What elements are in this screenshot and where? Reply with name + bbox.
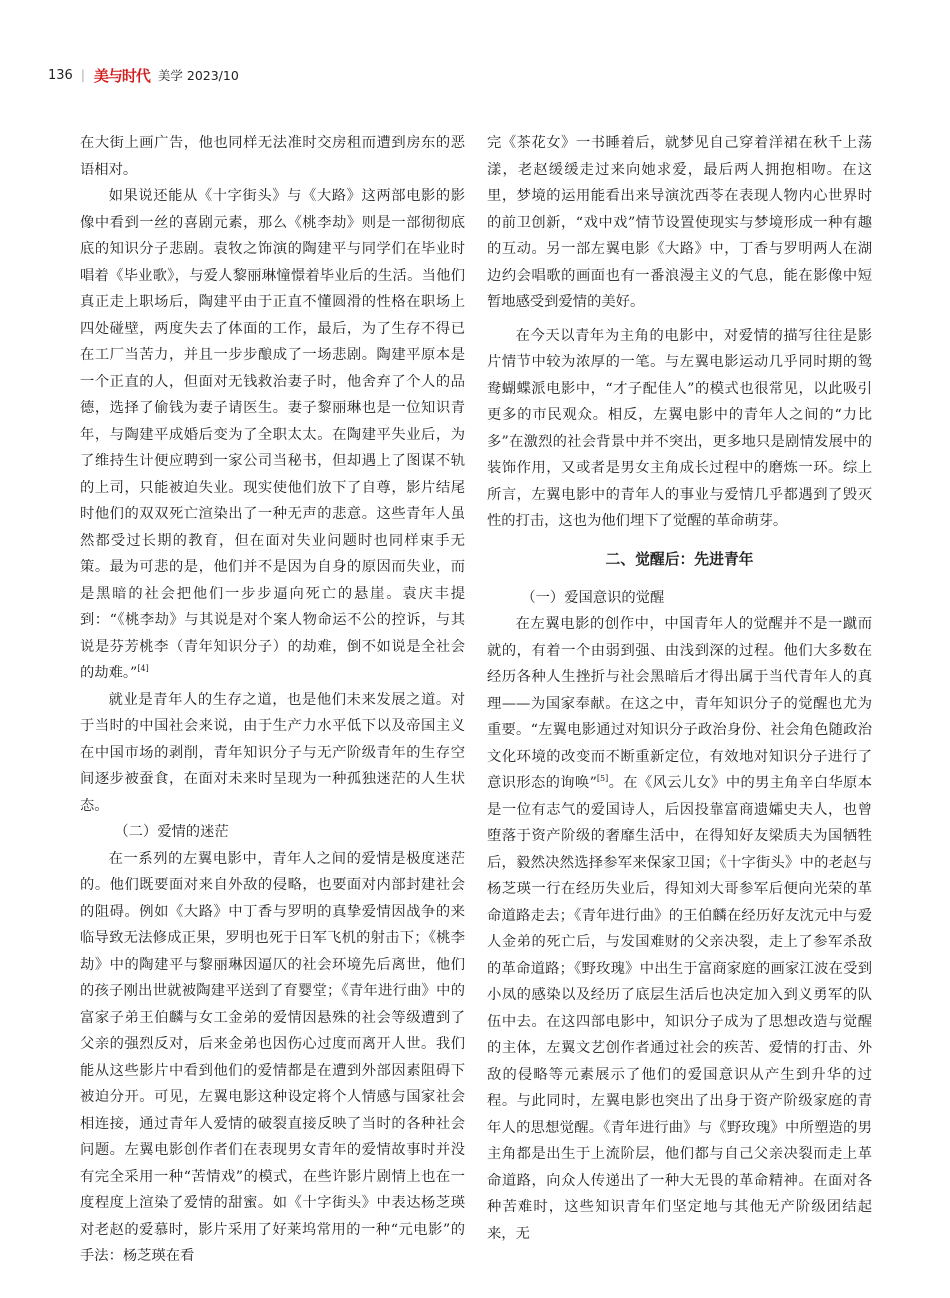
paragraph: 在大街上画广告，他也同样无法准时交房租而遭到房东的恶语相对。	[80, 135, 465, 178]
subsection-heading: （一）爱国意识的觉醒	[521, 589, 665, 606]
citation-ref: [4]	[137, 664, 149, 673]
header-separator: |	[80, 68, 85, 82]
page-number: 136	[48, 67, 73, 83]
paragraph: 在一系列的左翼电影中，青年人之间的爱情是极度迷茫的。他们既要面对来自外敌的侵略，也要面对内部封建社会的阻碍。例如《大路》中丁香与罗明的真挚爱情因战争的来临导致无法修成正果，罗明也死于日军飞机的射击下；《桃李劫》中的陶建平与黎丽琳因逼仄的社会环境先后离世，他们的孩子刚出世就被陶建平送到了育婴堂；《青年进行曲》中的富家子弟王伯麟与女工金弟的爱情因悬殊的社会等级遭到了父亲的强烈反对，后来金弟也因伤心过度而离开人世。我们能从这些影片中看到他们的爱情都是在遭到外部因素阻碍下被迫分开。可见，左翼电影这种设定将个人情感与国家社会相连接，通过青年人爱情的破裂直接反映了当时的各种社会问题。左翼电影创作者们在表现男女青年的爱情故事时并没有完全采用一种“苦情戏”的模式，在些许影片剧情上也在一度程度上渲染了爱情的甜蜜。如《十字街头》中表达杨芝瑛对老赵的爱慕时，影片采用了好莱坞常用的一种“元电影”的手法：杨芝瑛在看	[80, 850, 465, 1264]
right-column	[487, 130, 872, 1247]
section-heading: 二、觉醒后：先进青年	[605, 550, 754, 568]
paragraph	[80, 183, 465, 687]
paragraph-text: 在左翼电影的创作中，中国青年人的觉醒并不是一蹴而就的，有着一个由弱到强、由浅到深的过程。他们大多数在经历各种人生挫折与社会黑暗后才得出属于当代青年人的真理——为国家奉献。在这之中，青年知识分子的觉醒也尤为重要。“左翼电影通过对知识分子政治身份、社会角色随政治文化环境的改变而不断重新定位，有效地对知识分子进行了意识形态的询唤”	[487, 616, 872, 791]
paragraph-text: 如果说还能从《十字街头》与《大路》这两部电影的影像中看到一丝的喜剧元素，那么《桃李劫》则是一部彻彻底底的知识分子悲剧。袁牧之饰演的陶建平与同学们在毕业时唱着《毕业歌》，与爱人黎丽琳憧憬着毕业后的生活。当他们真正走上职场后，陶建平由于正直不懂圆滑的性格在职场上四处碰壁，两度失去了体面的工作，最后，为了生存不得已在工厂当苦力，并且一步步酿成了一场悲剧。陶建平原本是一个正直的人，但面对无钱救治妻子时，他舍弃了个人的品德，选择了偷钱为妻子请医生。妻子黎丽琳也是一位知识青年，与陶建平成婚后变为了全职太太。在陶建平失业后，为了维持生计便应聘到一家公司当秘书，但却遇上了图谋不轨的上司，只能被迫失业。现实使他们放下了自尊，影片结尾时他们的双双死亡渲染出了一种无声的悲意。这些青年人虽然都受过长期的教育，但在面对失业问题时也同样束手无策。最为可悲的是，他们并不是因为自身的原因而失业，而是黑暗的社会把他们一步步逼向死亡的悬崖。袁庆丰提到：“《桃李劫》与其说是对个案人物命运不公的控诉，与其说是芬芳桃李（青年知识分子）的劫难，倒不如说是全社会的劫难。”	[80, 188, 465, 681]
subsection-heading: （二）爱情的迷茫	[114, 824, 229, 840]
page-header	[48, 62, 239, 88]
journal-issue: 美学 2023/10	[157, 68, 239, 83]
paragraph	[487, 611, 872, 1247]
paragraph: 完《茶花女》一书睡着后，就梦见自己穿着洋裙在秋千上荡漾，老赵缓缓走过来向她求爱，最后两人拥抱相吻。在这里，梦境的运用能看出来导演沈西苓在表现人物内心世界时的前卫创新，“戏中戏”情节设置使现实与梦境形成一种有趣的互动。另一部左翼电影《大路》中，丁香与罗明两人在湖边约会唱歌的画面也有一番浪漫主义的气息，能在影像中短暂地感受到爱情的美好。	[487, 135, 872, 310]
paragraph: 就业是青年人的生存之道，也是他们未来发展之道。对于当时的中国社会来说，由于生产力水平低下以及帝国主义在中国市场的剥削，青年知识分子与无产阶级青年的生存空间逐步被蚕食，在面对未来时呈现为一种孤独迷茫的人生状态。	[80, 691, 465, 814]
paragraph: 在今天以青年为主角的电影中，对爱情的描写往往是影片情节中较为浓厚的一笔。与左翼电影运动几乎同时期的鸳鸯蝴蝶派电影中，“才子配佳人”的模式也很常见，以此吸引更多的市民观众。相反，左翼电影中的青年人之间的“力比多”在激烈的社会背景中并不突出，更多地只是剧情发展中的装饰作用，又或者是男女主角成长过程中的磨炼一环。综上所言，左翼电影中的青年人的事业与爱情几乎都遇到了毁灭性的打击，这也为他们埋下了觉醒的革命萌芽。	[487, 327, 872, 529]
citation-ref: [5]	[596, 774, 609, 783]
journal-logo: 美与时代	[93, 66, 150, 85]
paragraph-text: 。在《风云儿女》中的男主角辛白华原本是一位有志气的爱国诗人，后因投靠富商遗孀史夫人，也曾堕落于资产阶级的奢靡生活中，在得知好友梁质夫为国牺牲后，毅然决然选择参军来保家卫国；《十字街头》中的老赵与杨芝瑛一行在经历失业后，得知刘大哥参军后便向光荣的革命道路走去；《青年进行曲》的王伯麟在经历好友沈元中与爱人金弟的死亡后，与发国难财的父亲决裂，走上了参军杀敌的革命道路；《野玫瑰》中出生于富商家庭的画家江波在受到小凤的感染以及经历了底层生活后也决定加入到义勇军的队伍中去。在这四部电影中，知识分子成为了思想改造与觉醒的主体，左翼文艺创作者通过社会的疾苦、爱情的打击、外敌的侵略等元素展示了他们的爱国意识从产生到升华的过程。与此同时，左翼电影也突出了出身于资产阶级家庭的青年人的思想觉醒。《青年进行曲》与《野玫瑰》中所塑造的男主角都是出生于上流阶层，他们都与自己父亲决裂而走上革命道路，向众人传递出了一种大无畏的革命精神。在面对各种苦难时，这些知识青年们坚定地与其他无产阶级团结起来，无	[487, 775, 872, 1242]
left-column	[80, 130, 465, 1270]
